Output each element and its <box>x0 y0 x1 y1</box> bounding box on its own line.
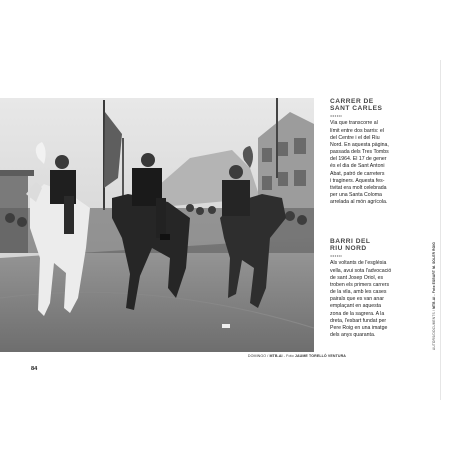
section-body <box>330 260 410 339</box>
body-line: és el dia de Sant Antoni <box>330 163 385 170</box>
section-title-line-1: BARRI DEL <box>330 238 371 245</box>
caption-archive: MTB-AI <box>269 354 283 358</box>
section-title <box>330 238 410 252</box>
body-line: arrelada al món agrícola. <box>330 199 388 206</box>
photo-tres-tombs-icon <box>0 98 314 352</box>
body-line: tivitat era molt celebrada <box>330 184 387 191</box>
section-title-line-1: CARRER DE <box>330 98 374 105</box>
body-line: vella, avui sota l'advocació <box>330 267 392 274</box>
caption-separator: - Foto <box>282 354 295 358</box>
body-line: del 1964. El 17 de gener <box>330 156 387 163</box>
section-title-line-2: RIU NORD <box>330 245 367 253</box>
dotted-divider <box>330 255 342 257</box>
page-number: 84 <box>31 366 38 372</box>
body-line: del Centre i el del Riu <box>330 134 380 141</box>
body-line: de la vila, amb les cases <box>330 289 387 296</box>
body-line: Als voltants de l'església <box>330 260 387 267</box>
vertical-credit-left: AUTORS/DOCUMENTS / <box>432 308 436 350</box>
body-line: passada dels Tres Tombs <box>330 149 389 156</box>
body-line: Pere Roig en una imatge <box>330 324 388 331</box>
historic-photo <box>0 98 314 352</box>
section-body <box>330 120 410 206</box>
body-line: Nord. En aquesta pàgina, <box>330 141 389 148</box>
body-line: límit entre dos barris: el <box>330 127 384 134</box>
body-line: i traginers. Aquesta fes- <box>330 177 385 184</box>
vertical-credit-right: MTB-AI - Foto ESBART M. SOLER ROIG <box>432 241 436 309</box>
photo-caption <box>196 354 346 358</box>
section-barri-riu-nord <box>330 238 410 339</box>
vertical-photo-credit <box>432 240 438 350</box>
body-line: de sant Josep Oriol, es <box>330 274 384 281</box>
page-edge <box>440 60 441 400</box>
dotted-divider <box>330 115 342 117</box>
body-line: dels anys quaranta. <box>330 331 376 338</box>
body-line: troben els primers carrers <box>330 281 390 288</box>
body-line: Abat, patró de carreters <box>330 170 385 177</box>
body-line: per una Santa Coloma <box>330 191 382 198</box>
body-line: zona de la sagrera. A la <box>330 310 385 317</box>
section-carrer-sant-carles <box>330 98 410 206</box>
caption-author: JAUME TORELLÓ VENTURA <box>294 354 346 358</box>
body-line: pairals que es van anar <box>330 296 384 303</box>
body-line: dreta, l'esbart fundat per <box>330 317 387 324</box>
section-title-line-2: SANT CARLES <box>330 105 383 113</box>
caption-prefix: DOMINGO / <box>247 354 270 358</box>
body-line: Via que transcorre al <box>330 120 378 127</box>
body-line: emplaçant en aquesta <box>330 303 382 310</box>
section-title <box>330 98 410 112</box>
